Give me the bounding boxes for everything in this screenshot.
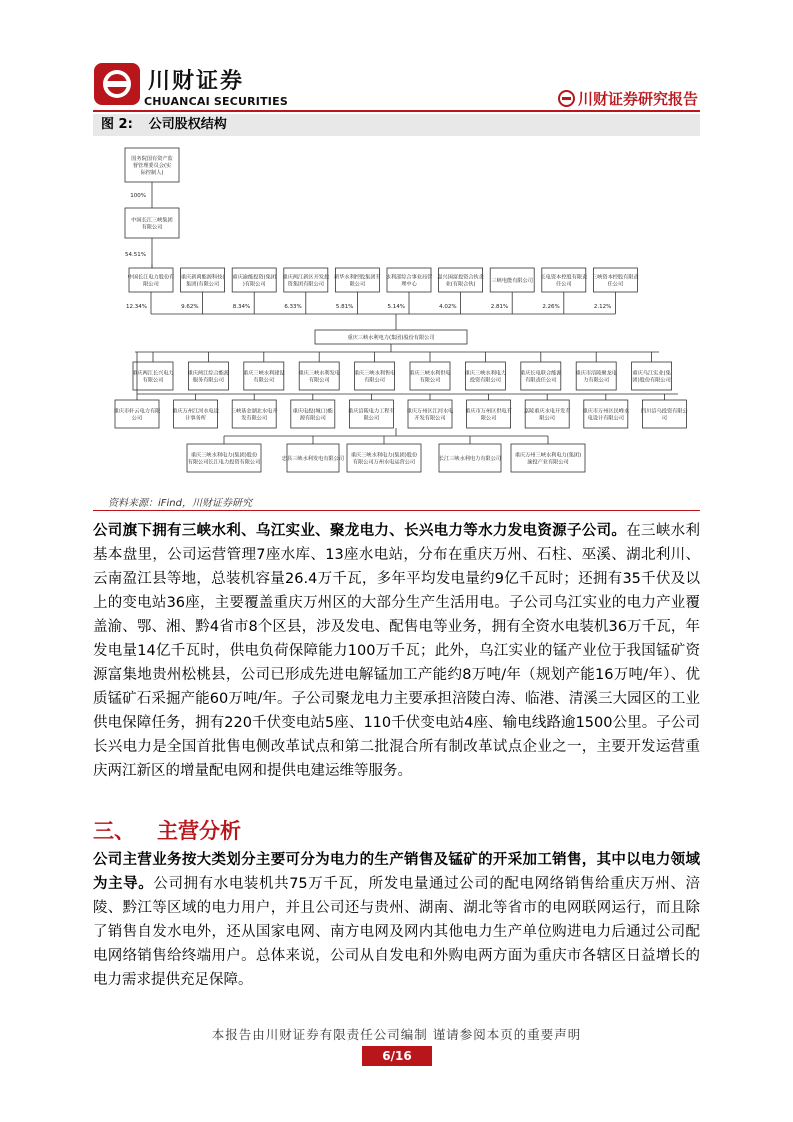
source-divider <box>93 510 700 511</box>
controller-label: 际控制人) <box>140 170 164 176</box>
third-tier-4-label: 重庆万州三峡水利电力(集团) <box>514 452 582 459</box>
subsidiary-6-label: 投资有限公司 <box>469 377 501 384</box>
shareholder-pct-9: 2.12% <box>593 304 612 310</box>
second-tier-1-label: 计事务所 <box>185 415 206 422</box>
shareholder-pct-0: 12.34% <box>126 304 147 310</box>
second-tier-7-label: 限公司 <box>539 415 555 422</box>
shareholder-9-label: 三峡资本控股有限责 <box>592 274 639 281</box>
shareholder-6-label: 业(有限合伙) <box>445 281 476 288</box>
third-tier-0-label: 有限公司长江电力投资有限公司 <box>187 459 261 466</box>
subsidiary-3-label: 有限公司 <box>308 377 330 384</box>
second-tier-8-label: 重庆市万州区民峰水 <box>582 408 630 415</box>
shareholder-4-label: 新华水利控股集团有 <box>334 274 381 281</box>
subsidiary-9-label: 重庆乌江实业(集 <box>632 370 671 377</box>
paragraph-subsidiaries-lead: 公司旗下拥有三峡水利、乌江实业、聚龙电力、长兴电力等水力发电资源子公司。 <box>93 523 627 539</box>
second-tier-4-label: 限公司 <box>363 415 380 422</box>
second-tier-9-label: 司 <box>661 415 668 422</box>
shareholder-pct-5: 5.14% <box>387 304 405 310</box>
report-tag-text: 川财证券研究报告 <box>577 90 698 108</box>
figure-source: 资料来源：iFind，川财证券研究 <box>108 498 252 509</box>
parent-label: 中国长江三峡集团 <box>131 217 173 224</box>
subsidiary-5-label: 重庆三峡水利供电 <box>409 370 451 377</box>
subsidiary-8-label: 力有限公司 <box>583 377 610 384</box>
third-tier-0-label: 重庆三峡水利电力(集团)股份 <box>190 452 258 459</box>
subsidiary-1-label: 服务有限公司 <box>192 377 224 384</box>
subsidiary-6-label: 重庆三峡水利电力 <box>464 370 507 377</box>
second-tier-4-label: 重庆涪陵电力工程有 <box>348 408 395 415</box>
second-tier-3-label: 源有限公司 <box>299 415 326 422</box>
third-tier-2-label: 重庆三峡水利电力(集团)股份 <box>350 452 418 459</box>
shareholder-5-label: 水利部综合事业局管 <box>385 274 433 281</box>
section-heading <box>93 815 241 845</box>
second-tier-5-label: 重庆万州区江河水电 <box>406 408 454 415</box>
second-tier-6-label: 限公司 <box>480 415 497 422</box>
listed-company-label: 重庆三峡水利电力(集团)股份有限公司 <box>347 335 435 341</box>
second-tier-0-label: 公司 <box>131 415 143 422</box>
header-divider <box>93 110 700 112</box>
subsidiary-7-label: 有限责任公司 <box>525 377 557 384</box>
paragraph-main-business-body: 公司拥有水电装机共75万千瓦，所发电量通过公司的配电网络销售给重庆万州、涪陵、黔江等区域的电力用户，并且公司还与贵州、湖南、湖北等省市的电网联网运行，而且除了销售自发水电外，还从国家电网、南方电网及网内其他电力生产单位购进电力后通过公司配电网络销售给终端用户。总体来说，公司从自发电和外购电两方面为重庆市各辖区日益增长的电力需求提供充足保障。 <box>93 876 701 988</box>
second-tier-7-label: 嘉陵重庆水电开发有 <box>523 408 571 415</box>
shareholder-4-label: 限公司 <box>349 281 366 288</box>
report-tag <box>558 88 698 109</box>
footer-disclaimer: 本报告由川财证券有限责任公司编制 谨请参阅本页的重要声明 <box>211 1027 582 1042</box>
section-title: 主营分析 <box>157 819 241 843</box>
paragraph-main-business-lead: 公司主营业务按大类划分主要可分为电力的生产销售及锰矿的开采加工销售，其中以电力领域为主导。 <box>93 852 700 892</box>
shareholder-2-label: )有限公司 <box>242 281 266 288</box>
shareholder-3-label: 重庆两江新区开发投 <box>282 274 330 281</box>
second-tier-5-label: 开发有限公司 <box>414 415 446 422</box>
ownership-structure-diagram <box>93 136 700 486</box>
paragraph-main-business <box>93 848 700 992</box>
third-tier-3-label: 长江三峡水利电力有限公司 <box>438 456 502 462</box>
shareholder-0-label: 中国长江电力股份有 <box>127 274 175 281</box>
shareholder-5-label: 理中心 <box>401 281 417 288</box>
paragraph-subsidiaries <box>93 519 700 783</box>
shareholder-pct-7: 2.81% <box>490 304 509 310</box>
third-tier-2-label: 有限公司万州水电运营公司 <box>352 459 416 466</box>
second-tier-0-label: 重庆市轩云电力有限 <box>113 408 161 415</box>
subsidiary-7-label: 重庆长电联合能源 <box>520 370 562 377</box>
second-tier-3-label: 重庆电投(城口)能 <box>292 408 333 415</box>
shareholder-9-label: 任公司 <box>607 281 624 288</box>
shareholder-1-label: 集团)有限公司 <box>186 281 220 288</box>
figure-title: 公司股权结构 <box>148 117 227 132</box>
second-tier-8-label: 电设计有限公司 <box>587 415 624 422</box>
shareholder-3-label: 资集团有限公司 <box>287 281 324 288</box>
subsidiary-5-label: 有限公司 <box>419 377 441 384</box>
shareholder-2-label: 重庆渝能投资(集团 <box>232 274 276 281</box>
shareholder-7-label: 三峡电能有限公司 <box>491 278 533 284</box>
second-tier-6-label: 重庆市万州区供电有 <box>465 408 512 415</box>
third-tier-4-label: 渝投产业有限公司 <box>527 459 569 466</box>
subsidiary-2-label: 有限公司 <box>253 377 275 384</box>
parent-pct: 54.51% <box>125 252 146 258</box>
subsidiary-2-label: 重庆三峡水利建设 <box>243 370 285 377</box>
page-number: 6/16 <box>362 1046 432 1066</box>
shareholder-8-label: 任公司 <box>556 281 572 288</box>
shareholder-1-label: 重庆新禹能源科技( <box>180 274 225 281</box>
controller-label: 督管理委员会(实 <box>132 163 172 169</box>
shareholder-pct-4: 5.81% <box>335 304 354 310</box>
second-tier-9-label: 四川涪乌投资有限公 <box>641 408 688 415</box>
subsidiary-0-label: 有限公司 <box>142 377 164 384</box>
shareholder-6-label: 嘉兴国富投资合伙企 <box>437 274 484 281</box>
second-tier-2-label: 发有限公司 <box>241 415 268 422</box>
shareholder-pct-3: 6.33% <box>284 304 302 310</box>
parent-label: 有限公司 <box>141 224 163 231</box>
shareholder-8-label: 长电资本控股有限责 <box>540 274 588 281</box>
shareholder-pct-8: 2.26% <box>542 304 560 310</box>
controller-label: 国务院国有资产监 <box>131 156 173 162</box>
figure-label: 图 2: <box>101 117 133 132</box>
section-number: 三、 <box>93 819 135 843</box>
controller-pct: 100% <box>130 193 146 199</box>
shareholder-pct-1: 9.62% <box>181 304 199 310</box>
subsidiary-8-label: 重庆市涪陵聚龙电 <box>575 370 617 377</box>
subsidiary-1-label: 重庆两江综合能源 <box>187 370 230 377</box>
subsidiary-4-label: 重庆三峡水利售电 <box>353 370 396 377</box>
second-tier-2-label: 三峡基金湖北水电开 <box>230 408 278 415</box>
subsidiary-9-label: 团)股份有限公司 <box>632 377 671 384</box>
report-logo-icon <box>558 90 575 107</box>
second-tier-1-label: 重庆万州江河水电设 <box>172 408 219 415</box>
shareholder-pct-2: 8.34% <box>232 304 251 310</box>
subsidiary-0-label: 重庆两江长兴电力 <box>132 370 174 377</box>
subsidiary-4-label: 有限公司 <box>364 377 385 384</box>
shareholder-0-label: 限公司 <box>143 281 159 288</box>
paragraph-subsidiaries-body: 在三峡水利基本盘里，公司运营管理7座水库、13座水电站，分布在重庆万州、石柱、巫溪、湖北利川、云南盈江县等地，总装机容量26.4万千瓦，多年平均发电量约9亿千瓦时；还拥有35千伏及以上的变电站36座，主要覆盖重庆万州区的大部分生产生活用电。子公司乌江实业的电力产业覆盖渝、鄂、湘、黔4省市8个区县，涉及发电、配售电等业务，拥有全资水电装机36万千瓦，年发电量14亿千瓦时，供电负荷保障能力100万千瓦；此外，乌江实业的锰产业位于我国锰矿资源富集地贵州松桃县，公司已形成先进电解锰加工产能约8万吨/年（规划产能16万吨/年）、优质锰矿石采掘产能60万吨/年。子公司聚龙电力主要承担涪陵白涛、临港、清溪三大园区的工业供电保障任务，拥有220千伏变电站5座、110千伏变电站4座、输电线路逾1500公里。子公司长兴电力是全国首批售电侧改革试点和第二批混合所有制改革试点企业之一，主要开发运营重庆两江新区的增量配电网和提供电建运维等服务。 <box>93 523 700 779</box>
company-logo <box>93 62 141 106</box>
shareholder-pct-6: 4.02% <box>439 304 457 310</box>
figure-caption <box>93 114 700 136</box>
logo-chinese-name: 川财证券 <box>148 69 245 94</box>
subsidiary-3-label: 重庆三峡水利发电 <box>298 370 340 377</box>
logo-english-name: CHUANCAI SECURITIES <box>144 95 288 108</box>
third-tier-1-label: 忠县三峡水利发电有限公司 <box>281 456 345 462</box>
